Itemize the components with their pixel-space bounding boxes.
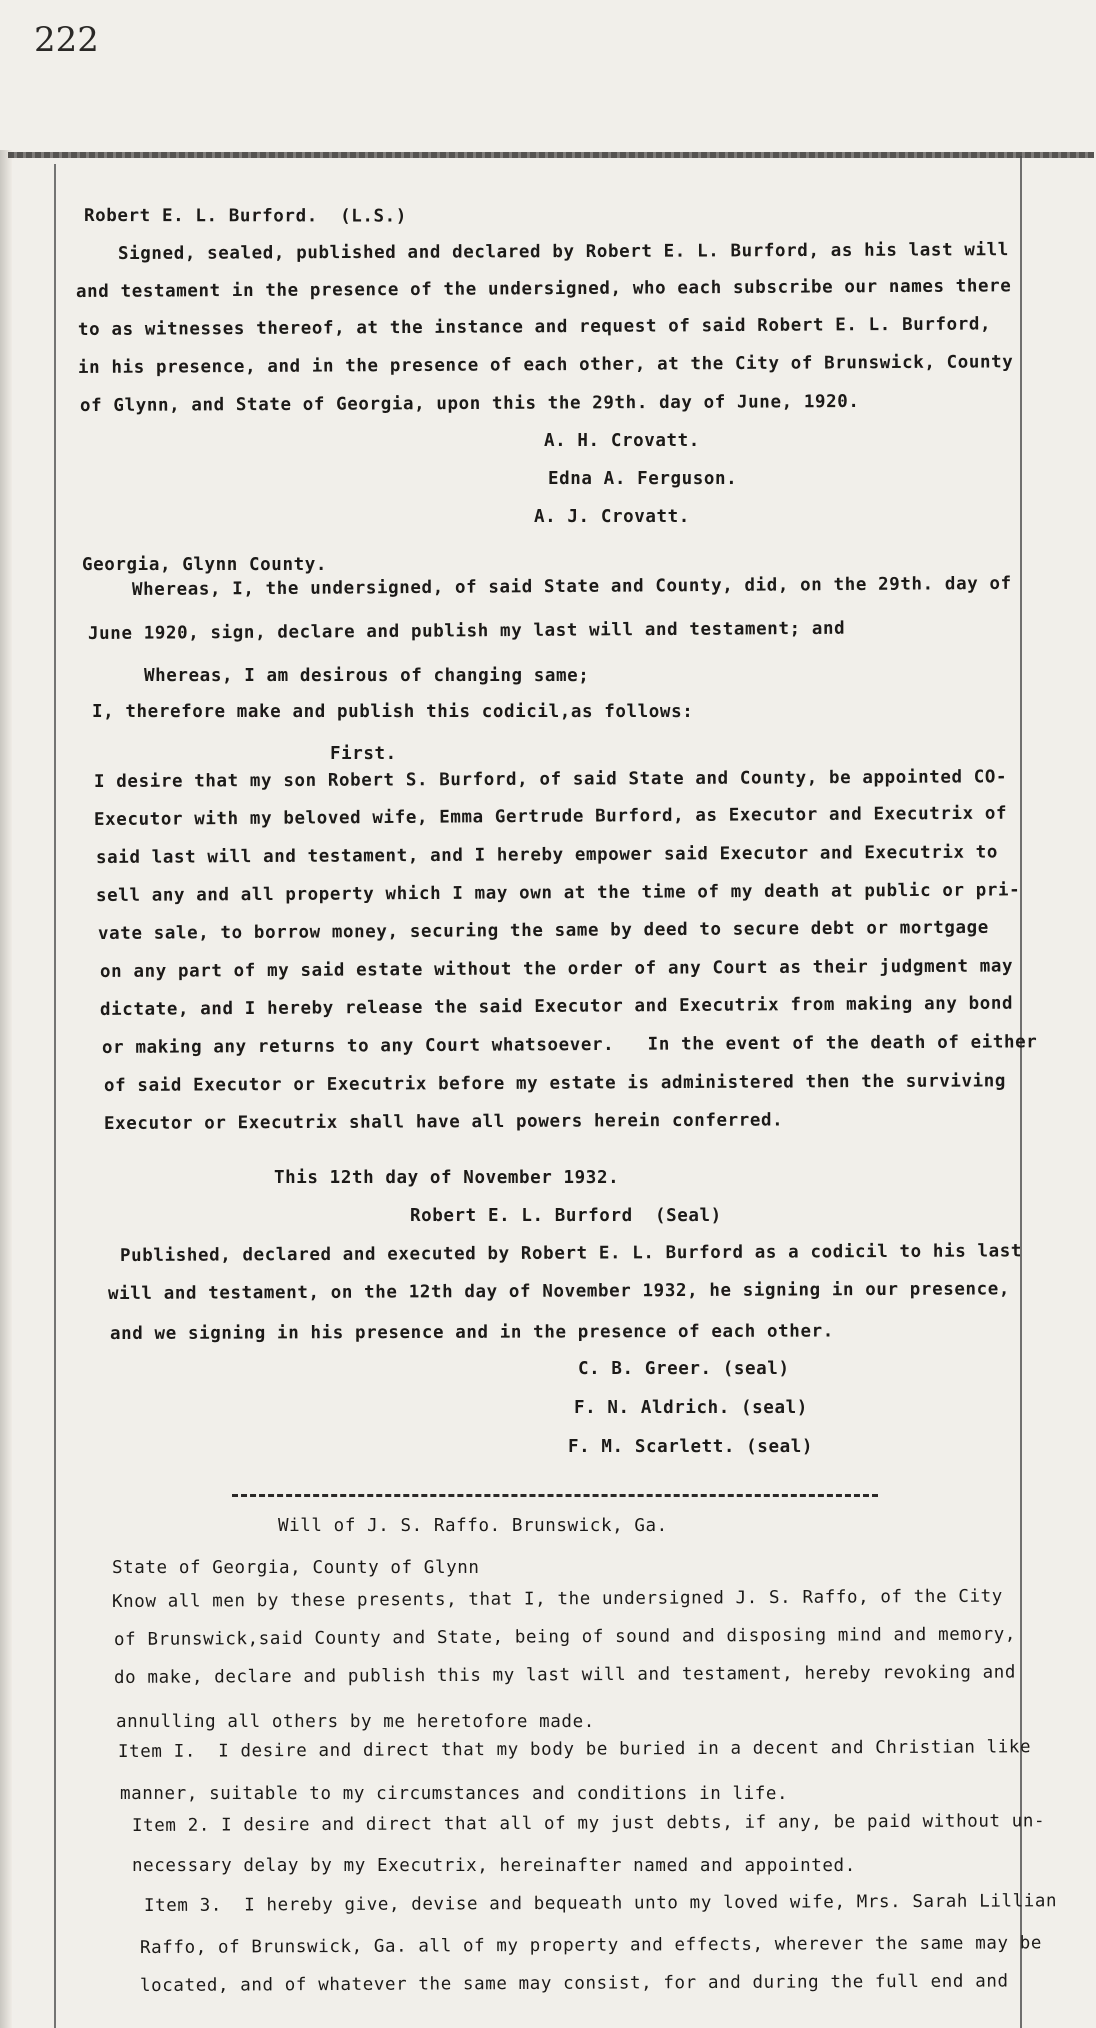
text-line: vate sale, to borrow money, securing the same by deed to secure debt or mortgage (97, 917, 989, 944)
text-line: sell any and all property which I may own at the time of my death at public or pri- (95, 880, 1021, 906)
witness-signature: F. N. Aldrich. (seal) (574, 1398, 808, 1418)
witness-signature: A. H. Crovatt. (544, 431, 700, 451)
left-margin-line (54, 164, 56, 2028)
text-line: Published, declared and executed by Robert E. L. Burford as a codicil to his last (119, 1241, 1023, 1266)
text-line: said last will and testament, and I hereby empower said Executor and Executrix to (95, 842, 999, 868)
text-line: and testament in the presence of the undersigned, who each subscribe our names there (75, 276, 1012, 302)
text-line: Item I. I desire and direct that my body be buried in a decent and Christian like (117, 1737, 1032, 1762)
text-line: annulling all others by me heretofore made. (116, 1712, 595, 1732)
testator-signature: Robert E. L. Burford (Seal) (410, 1206, 722, 1226)
text-line: of said Executor or Executrix before my estate is administered then the surviving (103, 1071, 1007, 1096)
text-line: located, and of whatever the same may consist, for and during the full end and (139, 1971, 1009, 1996)
page-number: 222 (34, 20, 99, 60)
text-line: dictate, and I hereby release the said Executor and Executrix from making any bond (99, 993, 1014, 1020)
text-line: Executor or Executrix shall have all powers herein conferred. (103, 1110, 784, 1134)
text-line: Signed, sealed, published and declared by Robert E. L. Burford, as his last will (117, 240, 1009, 264)
text-line: State of Georgia, County of Glynn (112, 1558, 480, 1578)
text-line: I desire that my son Robert S. Burford, of said State and County, be appointed CO- (93, 767, 1008, 792)
text-line: manner, suitable to my circumstances and conditions in life. (120, 1784, 789, 1804)
witness-signature: C. B. Greer. (seal) (578, 1359, 790, 1379)
text-line: to as witnesses thereof, at the instance and request of said Robert E. L. Burford, (77, 314, 992, 340)
text-line: of Brunswick,said County and State, being of sound and disposing mind and memory, (113, 1624, 1017, 1650)
section-heading: First. (330, 744, 397, 764)
text-line: on any part of my said estate without the order of any Court as their judgment may (99, 956, 1014, 982)
text-line: of Glynn, and State of Georgia, upon this the 29th. day of June, 1920. (79, 391, 860, 416)
page-edge-shadow (0, 150, 12, 2028)
text-line: Raffo, of Brunswick, Ga. all of my property and effects, wherever the same may be (139, 1933, 1043, 1958)
text-line: Whereas, I am desirous of changing same; (144, 666, 590, 686)
text-line: Robert E. L. Burford. (L.S.) (83, 206, 407, 227)
text-line: Item 2. I desire and direct that all of my just debts, if any, be paid without un- (131, 1811, 1046, 1836)
date-line: This 12th day of November 1932. (274, 1168, 620, 1188)
witness-signature: F. M. Scarlett. (seal) (568, 1437, 813, 1457)
text-line: and we signing in his presence and in the presence of each other. (109, 1321, 834, 1344)
text-line: or making any returns to any Court whatsoever. In the event of the death of either (101, 1032, 1038, 1058)
text-line: June 1920, sign, declare and publish my last will and testament; and (87, 618, 846, 644)
text-line: Executor with my beloved wife, Emma Gertrude Burford, as Executor and Executrix of (93, 803, 1008, 830)
text-line: I, therefore make and publish this codicil,as follows: (92, 702, 694, 722)
top-rule (8, 152, 1094, 158)
text-line: Know all men by these presents, that I, the undersigned J. S. Raffo, of the City (111, 1586, 1003, 1612)
text-line: in his presence, and in the presence of each other, at the City of Brunswick, County (77, 352, 1014, 378)
witness-signature: A. J. Crovatt. (534, 507, 690, 527)
text-line: necessary delay by my Executrix, hereinafter named and appointed. (132, 1856, 856, 1876)
text-line: Georgia, Glynn County. (82, 555, 327, 575)
witness-signature: Edna A. Ferguson. (548, 469, 738, 489)
section-heading: Will of J. S. Raffo. Brunswick, Ga. (278, 1516, 668, 1536)
text-line: Whereas, I, the undersigned, of said State and County, did, on the 29th. day of (131, 573, 1012, 600)
text-line: will and testament, on the 12th day of November 1932, he signing in our presence, (107, 1279, 1011, 1304)
text-line: do make, declare and publish this my last will and testament, hereby revoking and (113, 1662, 1017, 1688)
section-separator (232, 1494, 878, 1497)
text-line: Item 3. I hereby give, devise and bequeath unto my loved wife, Mrs. Sarah Lillian (143, 1891, 1058, 1916)
